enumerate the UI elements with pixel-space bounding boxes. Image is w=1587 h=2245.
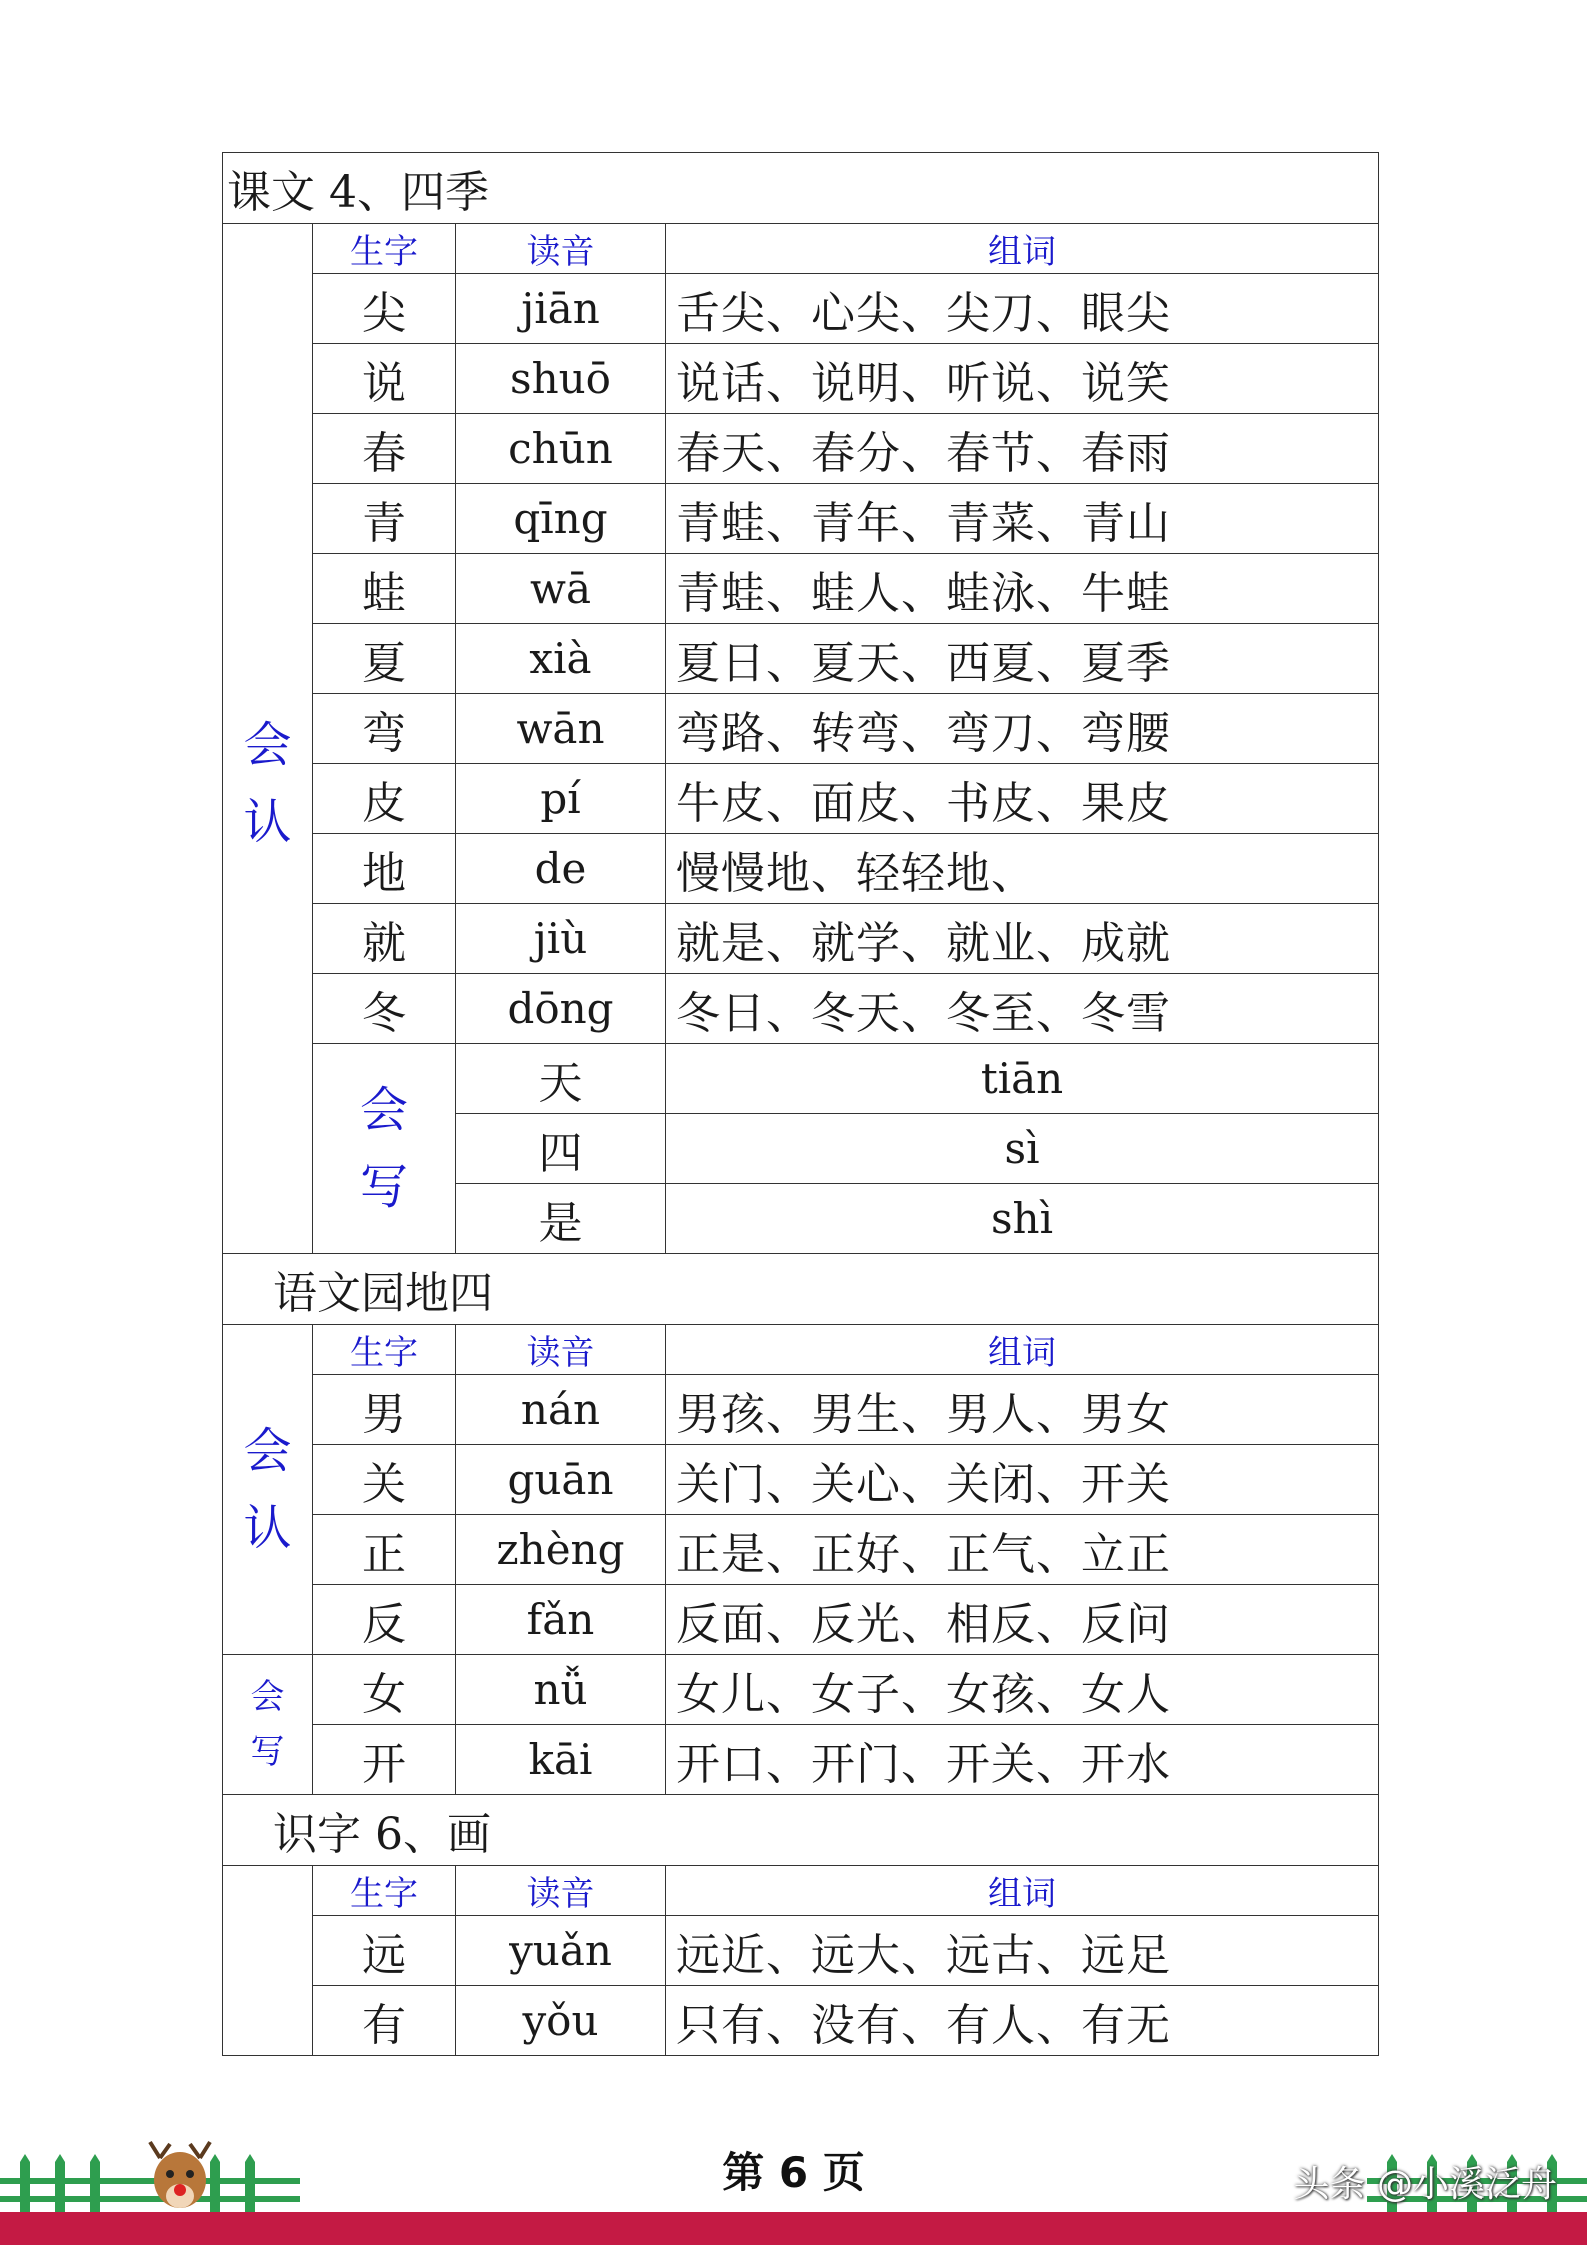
- header-words: 组词: [666, 1866, 1379, 1916]
- words-cell: 关门、关心、关闭、开关: [666, 1445, 1379, 1515]
- table-row: [223, 554, 1379, 624]
- pinyin-cell: zhèng: [456, 1515, 666, 1585]
- header-row: [223, 1866, 1379, 1916]
- pinyin-cell: shuō: [456, 344, 666, 414]
- char-cell: 尖: [313, 274, 456, 344]
- char-cell: 是: [456, 1184, 666, 1254]
- pinyin-cell: yǒu: [456, 1986, 666, 2056]
- pinyin-cell: wā: [456, 554, 666, 624]
- char-cell: 冬: [313, 974, 456, 1044]
- section-title: 课文 4、四季: [223, 153, 1379, 224]
- char-cell: 天: [456, 1044, 666, 1114]
- header-words: 组词: [666, 1325, 1379, 1375]
- words-cell: 男孩、男生、男人、男女: [666, 1375, 1379, 1445]
- header-char: 生字: [313, 224, 456, 274]
- pinyin-cell: kāi: [456, 1725, 666, 1795]
- words-cell: 夏日、夏天、西夏、夏季: [666, 624, 1379, 694]
- table-row: [223, 484, 1379, 554]
- words-cell: 反面、反光、相反、反问: [666, 1585, 1379, 1655]
- footer-band: [0, 2212, 1587, 2245]
- pinyin-cell: dōng: [456, 974, 666, 1044]
- char-cell: 说: [313, 344, 456, 414]
- words-cell: 就是、就学、就业、成就: [666, 904, 1379, 974]
- char-cell: 皮: [313, 764, 456, 834]
- table-row: [223, 904, 1379, 974]
- words-cell: 青蛙、蛙人、蛙泳、牛蛙: [666, 554, 1379, 624]
- category-label-write: 会 写: [223, 1655, 313, 1795]
- words-cell: 青蛙、青年、青菜、青山: [666, 484, 1379, 554]
- table-row: [223, 1655, 1379, 1725]
- category-label-read: 会 认: [223, 224, 313, 1254]
- char-cell: 反: [313, 1585, 456, 1655]
- table-row: [223, 1044, 1379, 1114]
- words-cell: 女儿、女子、女孩、女人: [666, 1655, 1379, 1725]
- header-char: 生字: [313, 1866, 456, 1916]
- char-cell: 关: [313, 1445, 456, 1515]
- table-row: [223, 1986, 1379, 2056]
- category-label-write: 会 写: [313, 1044, 456, 1254]
- header-row: [223, 1325, 1379, 1375]
- header-row: [223, 224, 1379, 274]
- pinyin-cell: jiān: [456, 274, 666, 344]
- char-cell: 青: [313, 484, 456, 554]
- header-char: 生字: [313, 1325, 456, 1375]
- char-cell: 就: [313, 904, 456, 974]
- words-cell: 弯路、转弯、弯刀、弯腰: [666, 694, 1379, 764]
- words-cell: 开口、开门、开关、开水: [666, 1725, 1379, 1795]
- category-label-empty: [223, 1866, 313, 2056]
- pinyin-cell: jiù: [456, 904, 666, 974]
- table-row: [223, 1515, 1379, 1585]
- char-cell: 男: [313, 1375, 456, 1445]
- table-row: [223, 1375, 1379, 1445]
- pinyin-cell: guān: [456, 1445, 666, 1515]
- header-pinyin: 读音: [456, 224, 666, 274]
- pinyin-cell: pí: [456, 764, 666, 834]
- table-row: [223, 1916, 1379, 1986]
- words-cell: 只有、没有、有人、有无: [666, 1986, 1379, 2056]
- words-cell: 牛皮、面皮、书皮、果皮: [666, 764, 1379, 834]
- words-cell: 远近、远大、远古、远足: [666, 1916, 1379, 1986]
- pinyin-cell: xià: [456, 624, 666, 694]
- header-pinyin: 读音: [456, 1866, 666, 1916]
- words-cell: 正是、正好、正气、立正: [666, 1515, 1379, 1585]
- char-cell: 地: [313, 834, 456, 904]
- pinyin-cell: de: [456, 834, 666, 904]
- char-cell: 四: [456, 1114, 666, 1184]
- table-row: [223, 274, 1379, 344]
- section-title: 语文园地四: [223, 1254, 1379, 1325]
- category-label-read: 会 认: [223, 1325, 313, 1655]
- words-cell: 冬日、冬天、冬至、冬雪: [666, 974, 1379, 1044]
- char-cell: 蛙: [313, 554, 456, 624]
- watermark: 头条 @小溪泛舟: [1293, 2164, 1557, 2205]
- pinyin-cell: wān: [456, 694, 666, 764]
- table-row: [223, 1585, 1379, 1655]
- char-cell: 远: [313, 1916, 456, 1986]
- section-title: 识字 6、画: [223, 1795, 1379, 1866]
- page-number: 第 6 页: [722, 2148, 865, 2197]
- table-row: [223, 974, 1379, 1044]
- char-cell: 有: [313, 1986, 456, 2056]
- words-cell: 说话、说明、听说、说笑: [666, 344, 1379, 414]
- words-cell: 春天、春分、春节、春雨: [666, 414, 1379, 484]
- char-cell: 正: [313, 1515, 456, 1585]
- words-cell: 舌尖、心尖、尖刀、眼尖: [666, 274, 1379, 344]
- table-row: [223, 834, 1379, 904]
- pinyin-cell: sì: [666, 1114, 1379, 1184]
- words-cell: 慢慢地、轻轻地、: [666, 834, 1379, 904]
- table-row: [223, 1725, 1379, 1795]
- pinyin-cell: nǚ: [456, 1655, 666, 1725]
- pinyin-cell: qīng: [456, 484, 666, 554]
- table-row: [223, 414, 1379, 484]
- vocabulary-table: [222, 152, 1379, 2056]
- pinyin-cell: shì: [666, 1184, 1379, 1254]
- char-cell: 开: [313, 1725, 456, 1795]
- table-row: [223, 694, 1379, 764]
- table-row: [223, 344, 1379, 414]
- table-row: [223, 624, 1379, 694]
- char-cell: 夏: [313, 624, 456, 694]
- char-cell: 女: [313, 1655, 456, 1725]
- pinyin-cell: fǎn: [456, 1585, 666, 1655]
- header-words: 组词: [666, 224, 1379, 274]
- char-cell: 春: [313, 414, 456, 484]
- pinyin-cell: nán: [456, 1375, 666, 1445]
- pinyin-cell: chūn: [456, 414, 666, 484]
- pinyin-cell: tiān: [666, 1044, 1379, 1114]
- table-row: [223, 764, 1379, 834]
- header-pinyin: 读音: [456, 1325, 666, 1375]
- pinyin-cell: yuǎn: [456, 1916, 666, 1986]
- char-cell: 弯: [313, 694, 456, 764]
- table-row: [223, 1445, 1379, 1515]
